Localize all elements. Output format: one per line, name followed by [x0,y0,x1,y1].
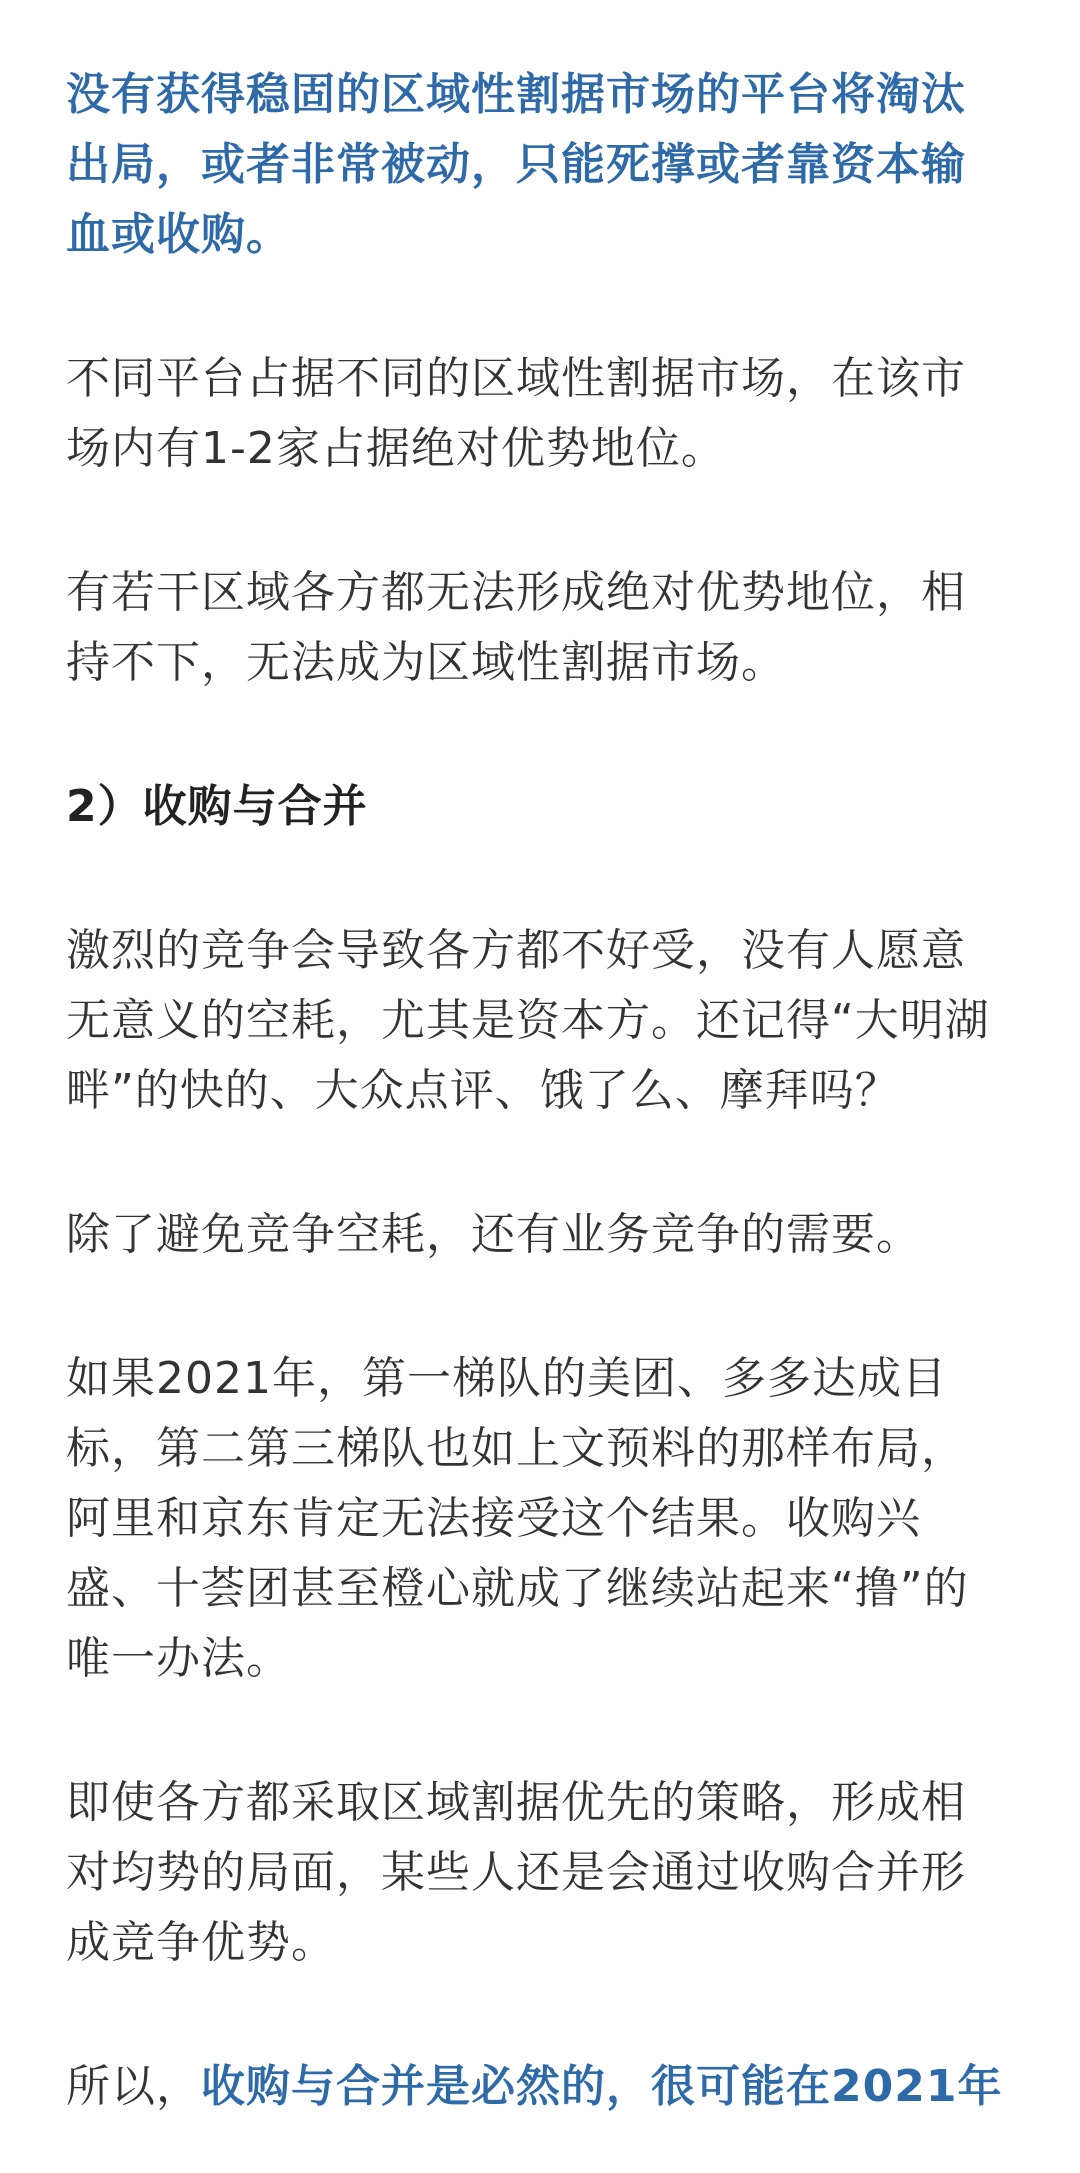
highlight-paragraph: 没有获得稳固的区域性割据市场的平台将淘汰 出局，或者非常被动，只能死撑或者靠资本输 血或收购。 [66,69,966,260]
paragraph-2021-scenario: 如果2021年，第一梯队的美团、多多达成目 标，第二第三梯队也如上文预料的那样布局， 阿里和京东肯定无法接受这个结果。收购兴 盛、十荟团甚至橙心就成了继续站起来“撸”的 唯一办法。 [66,1353,969,1684]
article-body [66,60,1024,2122]
conclusion-prefix: 所以， [66,2061,201,2112]
paragraph-competition: 激烈的竞争会导致各方都不好受，没有人愿意 无意义的空耗，尤其是资本方。还记得“大明湖 畔”的快的、大众点评、饿了么、摩拜吗？ [66,925,990,1116]
section-heading: 2）收购与合并 [66,781,368,832]
paragraph-mergers: 即使各方都采取区域割据优先的策略，形成相 对均势的局面，某些人还是会通过收购合并形 成竞争优势。 [66,1777,966,1968]
paragraph-conclusion [66,2052,1024,2122]
paragraph-business-needs: 除了避免竞争空耗，还有业务竞争的需要。 [66,1209,921,1260]
conclusion-highlight: 收购与合并是必然的，很可能在2021年 [201,2061,1003,2112]
paragraph-regional-markets: 不同平台占据不同的区域性割据市场，在该市 场内有1-2家占据绝对优势地位。 [66,353,966,474]
paragraph-stalemate-regions: 有若干区域各方都无法形成绝对优势地位，相 持不下，无法成为区域性割据市场。 [66,567,966,688]
